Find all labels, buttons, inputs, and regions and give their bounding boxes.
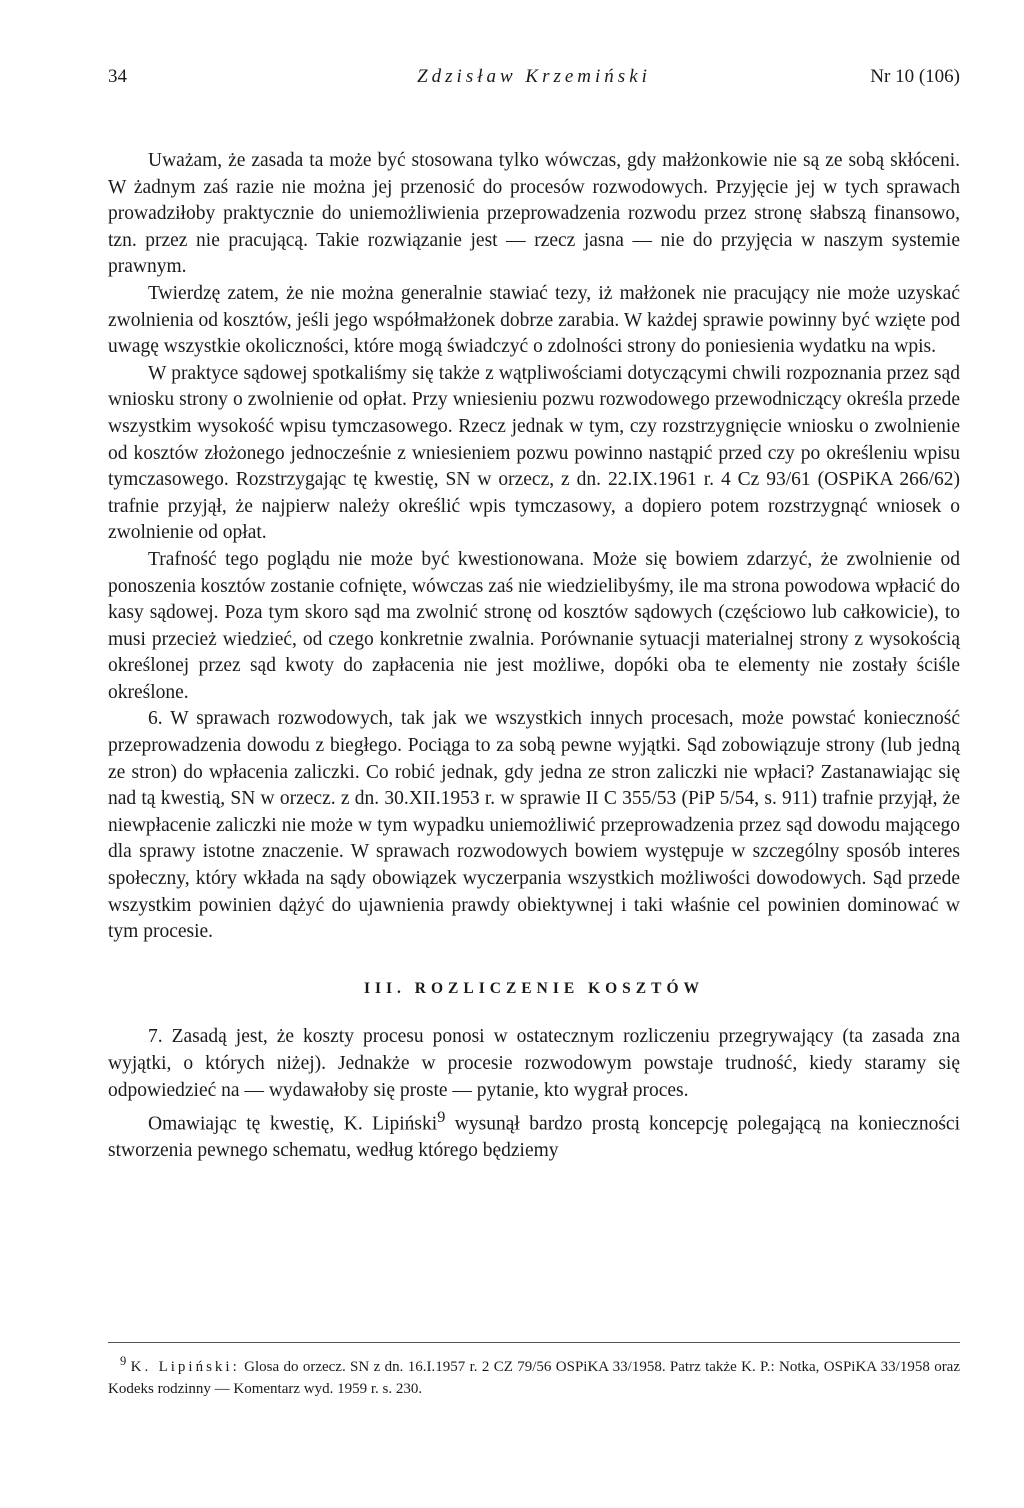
paragraph-text: wysunął bardzo prostą koncepcję polegającą na konieczności stworzenia pewnego schematu, według którego będziemy [108, 1113, 960, 1162]
article-body [108, 148, 960, 1165]
paragraph: Twierdzę zatem, że nie można generalnie stawiać tezy, iż małżonek nie pracujący nie może uzyskać zwolnienia od kosztów, jeśli jego współmałżonek dobrze zarabia. W każdej sprawie powinny być wzięte pod uwagę wszystkie okoliczności, które mogą świadczyć o zdolności strony do poniesienia wydatku na wpis. [108, 282, 960, 358]
running-header [108, 66, 960, 96]
footnote-author: K. Lipiński: [130, 1359, 240, 1375]
footnote-text: Glosa do orzecz. SN z dn. 16.I.1957 r. 2 CZ 79/56 OSPiKA 33/1958. Patrz także K. P.: Notka, OSPiKA 33/1958 oraz Kodeks rodzinny — Komentarz wyd. 1959 r. s. 230. [108, 1359, 961, 1397]
paragraph: W praktyce sądowej spotkaliśmy się także z wątpliwościami dotyczącymi chwili rozpoznania przez sąd wniosku strony o zwolnienie od opłat. Przy wniesieniu pozwu rozwodowego przewodniczący określa przede wszystkim wysokość wpisu tymczasowego. Rzecz jednak w tym, czy rozstrzygnięcie wniosku o zwolnienie od kosztów złożonego jednocześnie z wniesieniem pozwu powinno nastąpić przed czy po określeniu wpisu tymczasowego. Rozstrzygając tę kwestię, SN w orzecz, z dn. 22.IX.1961 r. 4 Cz 93/61 (OSPiKA 266/62) trafnie przyjął, że najpierw należy określić wpis tymczasowy, a dopiero potem rozstrzygnąć wniosek o zwolnienie od opłat. [108, 362, 960, 544]
page-number: 34 [108, 66, 127, 87]
footnote [108, 1350, 960, 1400]
footnote-divider [108, 1342, 960, 1343]
section-heading: III. ROZLICZENIE KOSZTÓW [363, 979, 705, 997]
issue-number: Nr 10 (106) [870, 66, 960, 87]
paragraph: 7. Zasadą jest, że koszty procesu ponosi w ostatecznym rozliczeniu przegrywający (ta zasada zna wyjątki, o których niżej). Jednakże w procesie rozwodowym powstaje trudność, kiedy staramy się odpowiedzieć na — wydawałoby się proste — pytanie, kto wygrał proces. [108, 1026, 960, 1101]
paragraph: Trafność tego poglądu nie może być kwestionowana. Może się bowiem zdarzyć, że zwolnienie od ponoszenia kosztów zostanie cofnięte, wówczas zaś nie wiedzielibyśmy, ile ma strona powodowa wpłacić do kasy sądowej. Poza tym skoro sąd ma zwolnić stronę od kosztów sądowych (częściowo lub całkowicie), to musi przecież wiedzieć, od czego konkretnie zwalnia. Porównanie sytuacji materialnej strony z wysokością określonej przez sąd kwoty do zapłacenia nie jest możliwe, dopóki oba te elementy nie zostały ściśle określone. [108, 548, 960, 703]
paragraph: Uważam, że zasada ta może być stosowana tylko wówczas, gdy małżonkowie nie są ze sobą skłóceni. W żadnym zaś razie nie można jej przenosić do procesów rozwodowych. Przyjęcie jej w tych sprawach prowadziłoby praktycznie do uniemożliwienia przeprowadzenia rozwodu przez stronę słabszą finansowo, tzn. przez nie pracującą. Takie rozwiązanie jest — rzecz jasna — nie do przyjęcia w naszym systemie prawnym. [108, 150, 960, 278]
footnote-number: 9 [120, 1354, 127, 1368]
page [108, 66, 961, 1397]
paragraph [108, 1104, 960, 1165]
footnotes [108, 1350, 960, 1400]
running-title: Zdzisław Krzemiński [417, 66, 651, 87]
paragraph: 6. W sprawach rozwodowych, tak jak we wszystkich innych procesach, może powstać konieczność przeprowadzenia dowodu z biegłego. Pociąga to za sobą pewne wyjątki. Sąd zobowiązuje strony (lub jedną ze stron) do wpłacenia zaliczki. Co robić jednak, gdy jedna ze stron zaliczki nie wpłaci? Zastanawiając się nad tą kwestią, SN w orzecz. z dn. 30.XII.1953 r. w sprawie II C 355/53 (PiP 5/54, s. 911) trafnie przyjął, że niewpłacenie zaliczki nie może w tym wypadku uniemożliwić przeprowadzenia przez sąd dowodu mającego dla sprawy istotne znaczenie. W sprawach rozwodowych bowiem występuje w szczególny sposób interes społeczny, który wkłada na sądy obowiązek wyczerpania wszystkich możliwości dowodowych. Sąd przede wszystkim powinien dążyć do ujawnienia prawdy obiektywnej i taki właśnie cel powinien dominować w tym procesie. [108, 708, 960, 943]
paragraph-text: Omawiając tę kwestię, K. Lipiński [148, 1113, 438, 1135]
footnote-reference[interactable]: 9 [437, 1108, 446, 1127]
